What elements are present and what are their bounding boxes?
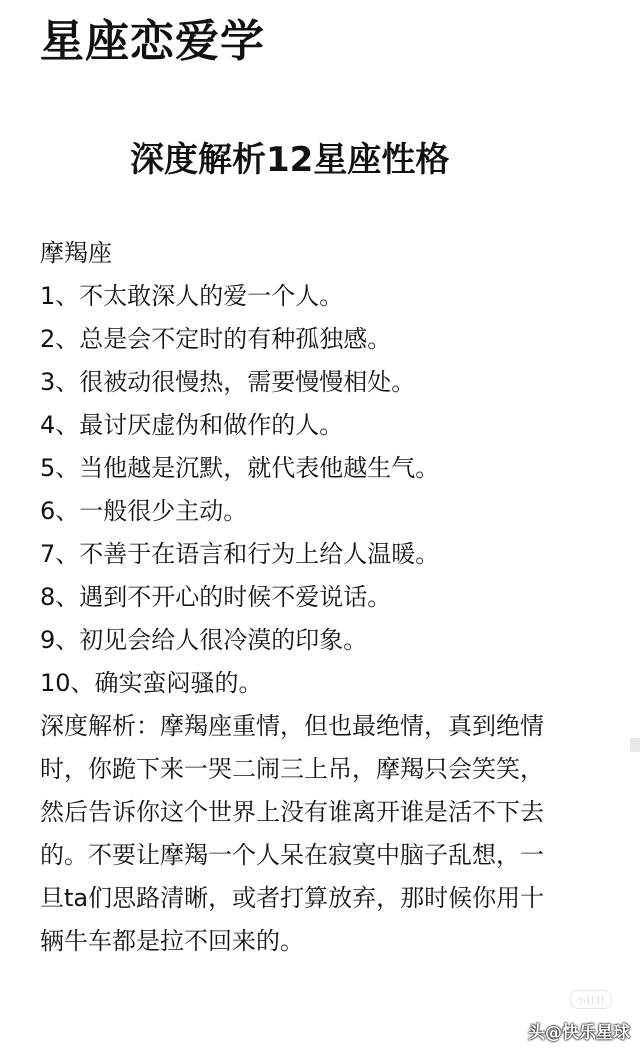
- analysis-line: 时，你跪下来一哭二闹三上吊，摩羯只会笑笑，: [40, 755, 544, 783]
- list-item: 2、总是会不定时的有种孤独感。: [40, 325, 392, 353]
- page-title: 星座恋爱学: [40, 16, 265, 67]
- watermark: [528, 1018, 630, 1043]
- edge-marker: [630, 738, 640, 752]
- list-item: 8、遇到不开心的时候不爱说话。: [40, 583, 392, 611]
- list-item: 3、很被动很慢热，需要慢慢相处。: [40, 368, 416, 396]
- list-item: 5、当他越是沉默，就代表他越生气。: [40, 454, 440, 482]
- analysis-line: 然后告诉你这个世界上没有谁离开谁是活不下去: [40, 798, 544, 826]
- list-item: 1、不太敢深人的爱一个人。: [40, 282, 344, 310]
- list-item: 4、最讨厌虚伪和做作的人。: [40, 411, 344, 439]
- analysis-paragraph: [40, 705, 610, 963]
- analysis-line: 辆牛车都是拉不回来的。: [40, 927, 304, 955]
- sign-name: 摩羯座: [40, 239, 112, 267]
- article-body: [40, 232, 610, 963]
- article-subtitle: [0, 136, 640, 184]
- analysis-line: 旦ta们思路清晰，或者打算放弃，那时候你用十: [40, 884, 545, 912]
- list-item: 9、初见会给人很冷漠的印象。: [40, 626, 368, 654]
- analysis-line: 的。不要让摩羯一个人呆在寂寞中脑子乱想，一: [40, 841, 544, 869]
- watermark-text: 头@快乐星球: [528, 1023, 630, 1043]
- list-item: 6、一般很少主动。: [40, 497, 248, 525]
- subtitle-text: 深度解析12星座性格: [130, 140, 450, 180]
- analysis-line: 深度解析：摩羯座重情，但也最绝情，真到绝情: [40, 712, 544, 740]
- list-item: 10、确实蛮闷骚的。: [40, 669, 263, 697]
- list-item: 7、不善于在语言和行为上给人温暖。: [40, 540, 440, 568]
- source-badge: 小壮壮: [570, 990, 612, 1009]
